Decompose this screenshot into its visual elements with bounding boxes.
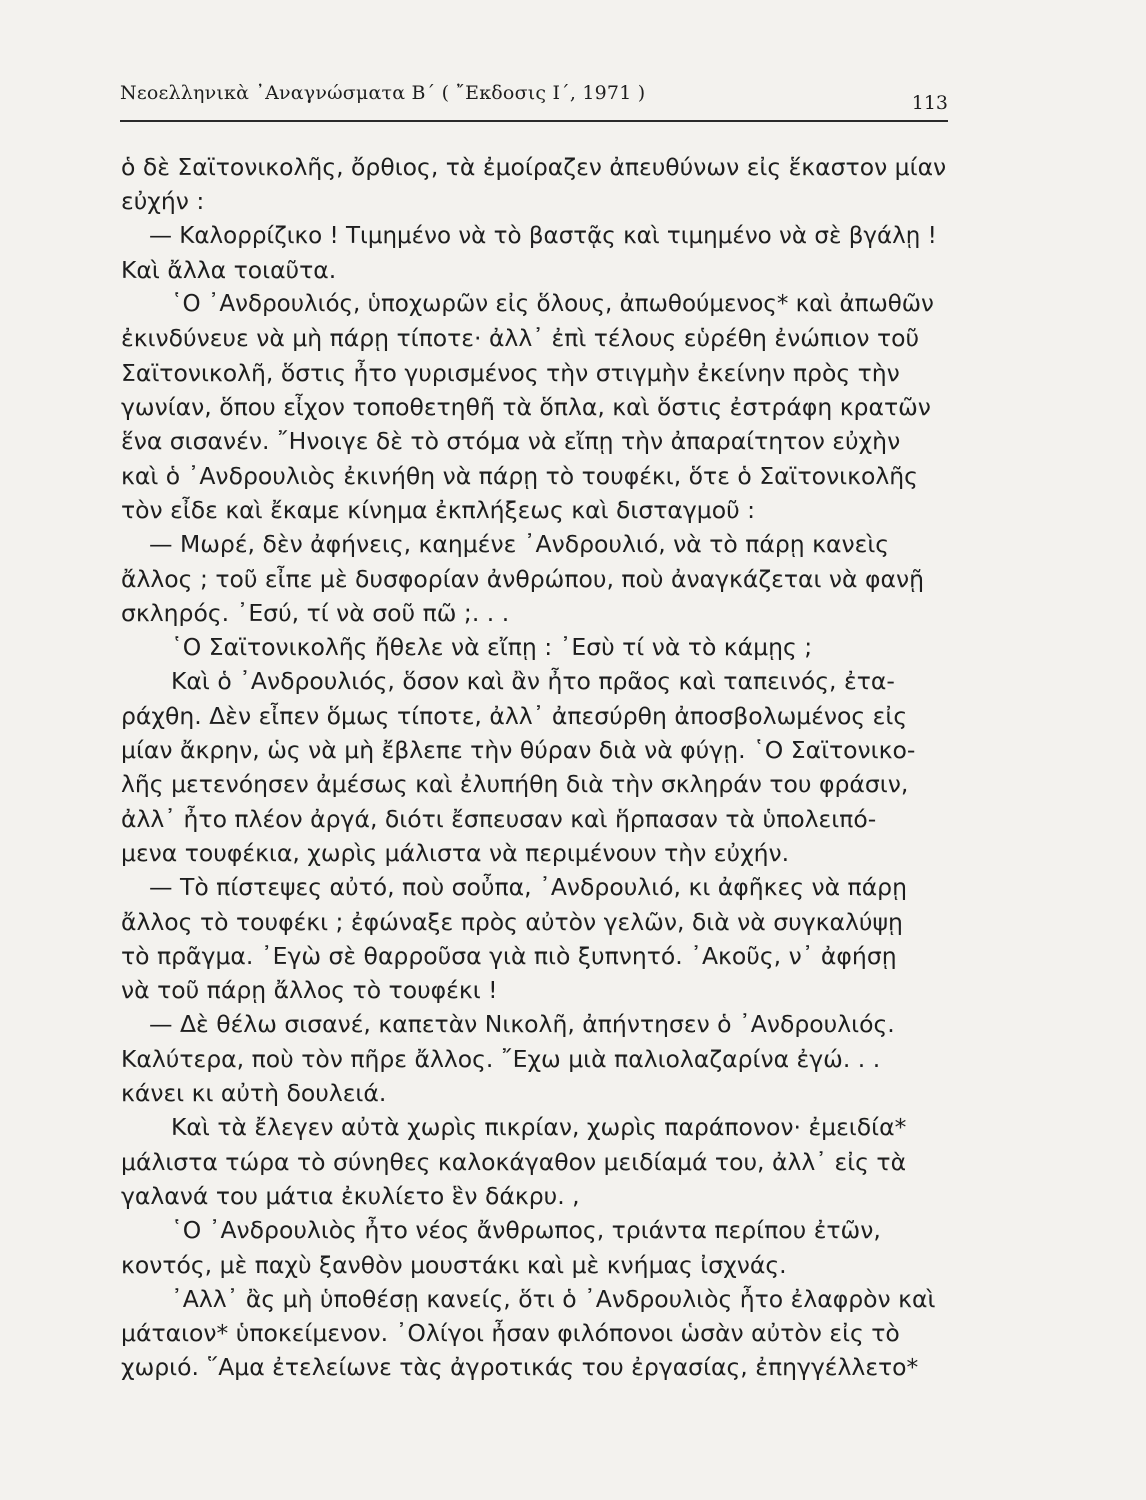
text-line: ἀλλ᾿ ἦτο πλέον ἀργά, διότι ἔσπευσαν καὶ ἥρπασαν τὰ ὑπολειπό- xyxy=(121,804,877,833)
page-number: 113 xyxy=(911,92,948,114)
text-line: ῾Ο ᾿Ανδρουλιὸς ἦτο νέος ἄνθρωπος, τριάντα περίπου ἐτῶν, xyxy=(171,1216,881,1245)
text-line: ᾿Αλλ᾿ ἂς μὴ ὑποθέσῃ κανείς, ὅτι ὁ ᾿Ανδρουλιὸς ἦτο ἐλαφρὸν καὶ xyxy=(171,1284,936,1313)
text-line: — Καλορρίζικο ! Τιμημένο νὰ τὸ βαστᾷς καὶ τιμημένο νὰ σὲ βγάλῃ ! xyxy=(149,222,937,249)
header-title: Νεοελληνικὰ ᾿Αναγνώσματα Β΄ ( ῎Εκδοσις Ι΄, 1971 ) xyxy=(120,82,646,104)
text-line: ῾Ο Σαϊτονικολῆς ἤθελε νὰ εἴπῃ : ᾿Εσὺ τί νὰ τὸ κάμῃς ; xyxy=(171,633,813,662)
text-line: τὸ πρᾶγμα. ᾿Εγὼ σὲ θαρροῦσα γιὰ πιὸ ξυπνητό. ᾿Ακοῦς, ν᾿ ἀφήσῃ xyxy=(121,941,897,970)
text-line: ὁ δὲ Σαϊτονικολῆς, ὄρθιος, τὰ ἐμοίραζεν ἀπευθύνων εἰς ἕκαστον μίαν xyxy=(121,153,947,181)
text-line: γωνίαν, ὅπου εἶχον τοποθετηθῆ τὰ ὅπλα, καὶ ὅστις ἐστράφη κρατῶν xyxy=(121,393,931,422)
text-line: Σαϊτονικολῆ, ὅστις ἦτο γυρισμένος τὴν στιγμὴν ἐκείνην πρὸς τὴν xyxy=(121,358,900,387)
text-line: Καὶ ὁ ᾿Ανδρουλιός, ὅσον καὶ ἂν ἦτο πρᾶος καὶ ταπεινός, ἐτα- xyxy=(171,667,895,696)
text-line: Καὶ τὰ ἔλεγεν αὐτὰ χωρὶς πικρίαν, χωρὶς παράπονον· ἐμειδία* xyxy=(171,1113,907,1142)
text-line: ἕνα σισανέν. ῎Ηνοιγε δὲ τὸ στόμα νὰ εἴπῃ τὴν ἀπαραίτητον εὐχὴν xyxy=(121,427,901,456)
text-line: μάλιστα τώρα τὸ σύνηθες καλοκάγαθον μειδίαμά του, ἀλλ᾿ εἰς τὰ xyxy=(121,1147,907,1176)
text-line: εὐχήν : xyxy=(121,187,205,216)
text-line: μίαν ἄκρην, ὡς νὰ μὴ ἔβλεπε τὴν θύραν διὰ νὰ φύγῃ. ῾Ο Σαϊτονικο- xyxy=(121,736,916,765)
text-line: ἄλλος τὸ τουφέκι ; ἐφώναξε πρὸς αὐτὸν γελῶν, διὰ νὰ συγκαλύψῃ xyxy=(121,907,903,936)
text-line: Καλύτερα, ποὺ τὸν πῆρε ἄλλος. ῎Εχω μιὰ παλιολαζαρίνα ἐγώ. . . xyxy=(121,1044,881,1073)
text-line: τὸν εἶδε καὶ ἔκαμε κίνημα ἐκπλήξεως καὶ δισταγμοῦ : xyxy=(121,495,756,524)
text-line: — Μωρέ, δὲν ἀφήνεις, καημένε ᾿Ανδρουλιό, νὰ τὸ πάρῃ κανεὶς xyxy=(149,530,890,559)
text-line: καὶ ὁ ᾿Ανδρουλιὸς ἐκινήθη νὰ πάρῃ τὸ τουφέκι, ὅτε ὁ Σαϊτονικολῆς xyxy=(121,461,918,490)
text-line: κάνει κι αὐτὴ δουλειά. xyxy=(121,1079,387,1108)
running-header xyxy=(120,72,948,118)
text-line: κοντός, μὲ παχὺ ξανθὸν μουστάκι καὶ μὲ κνήμας ἰσχνάς. xyxy=(121,1250,787,1279)
text-line: γαλανά του μάτια ἐκυλίετο ἓν δάκρυ. , xyxy=(121,1181,580,1210)
text-line: ῾Ο ᾿Ανδρουλιός, ὑποχωρῶν εἰς ὅλους, ἀπωθούμενος* καὶ ἀπωθῶν xyxy=(171,291,934,318)
text-line: ἐκινδύνευε νὰ μὴ πάρῃ τίποτε· ἀλλ᾿ ἐπὶ τέλους εὑρέθη ἐνώπιον τοῦ xyxy=(121,324,920,353)
text-line: — Δὲ θέλω σισανέ, καπετὰν Νικολῆ, ἀπήντησεν ὁ ᾿Ανδρουλιός. xyxy=(149,1010,895,1039)
header-rule xyxy=(120,120,948,122)
text-line: ἄλλος ; τοῦ εἶπε μὲ δυσφορίαν ἀνθρώπου, ποὺ ἀναγκάζεται νὰ φανῇ xyxy=(121,564,924,593)
text-line: λῆς μετενόησεν ἀμέσως καὶ ἐλυπήθη διὰ τὴν σκληράν του φράσιν, xyxy=(121,770,909,799)
body-text xyxy=(121,150,949,1385)
text-line: ράχθη. Δὲν εἶπεν ὅμως τίποτε, ἀλλ᾿ ἀπεσύρθη ἀποσβολωμένος εἰς xyxy=(121,701,908,730)
text-line: μενα τουφέκια, χωρὶς μάλιστα νὰ περιμένουν τὴν εὐχήν. xyxy=(121,838,790,867)
text-line: σκληρός. ᾿Εσύ, τί νὰ σοῦ πῶ ;. . . xyxy=(121,598,510,627)
text-line: μάταιον* ὑποκείμενον. ᾿Ολίγοι ἦσαν φιλόπονοι ὡσὰν αὐτὸν εἰς τὸ xyxy=(121,1319,900,1348)
text-line: νὰ τοῦ πάρῃ ἄλλος τὸ τουφέκι ! xyxy=(121,976,498,1005)
text-line: — Τὸ πίστεψες αὐτό, ποὺ σοὖπα, ᾿Ανδρουλιό, κι ἀφῆκες νὰ πάρῃ xyxy=(149,873,907,902)
text-line: Καὶ ἄλλα τοιαῦτα. xyxy=(121,255,337,284)
text-line: χωριό. ῞Αμα ἐτελείωνε τὰς ἀγροτικάς του ἐργασίας, ἐπηγγέλλετο* xyxy=(121,1353,919,1382)
